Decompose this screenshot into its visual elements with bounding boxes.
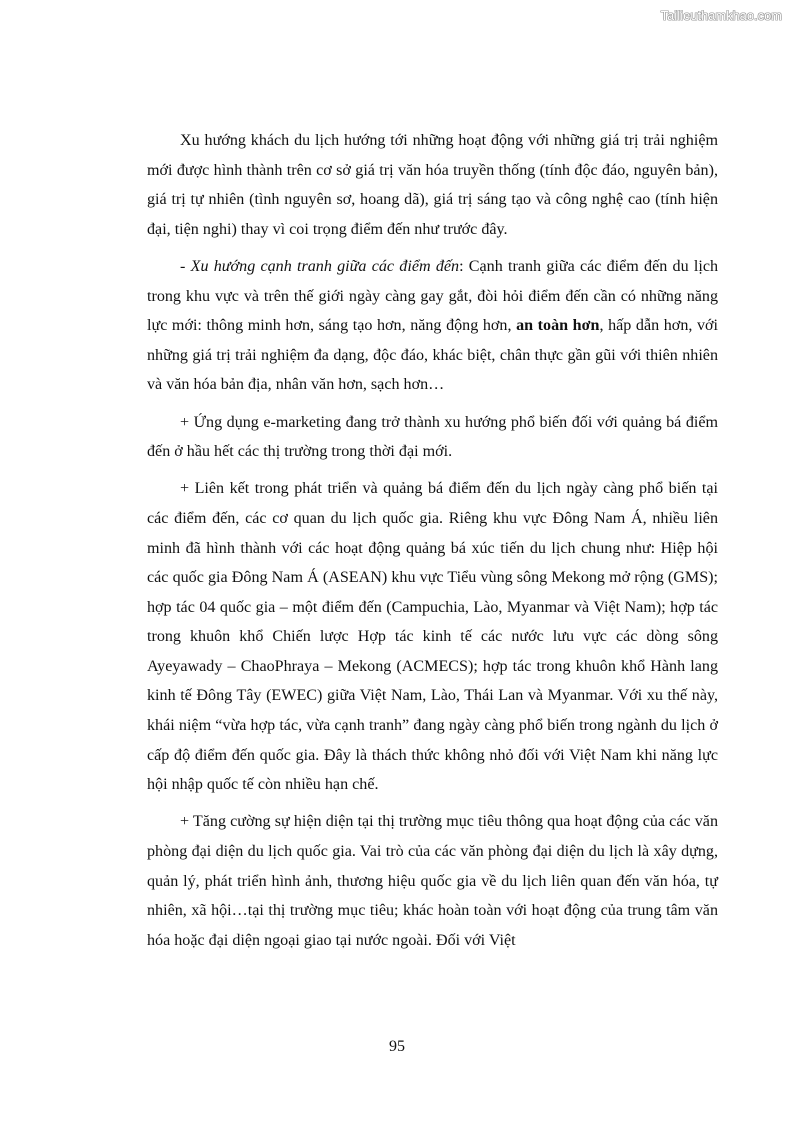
paragraph-destination-competition (147, 252, 718, 400)
page-number: 95 (389, 1038, 405, 1055)
emphasis-safer: an toàn hơn (516, 317, 600, 335)
section-heading-competition: Xu hướng cạnh tranh giữa các điểm đến (190, 257, 460, 275)
paragraph-representative-offices: + Tăng cường sự hiện diện tại thị trường mục tiêu thông qua hoạt động của các văn phòng đại diện du lịch quốc gia. Vai trò của các văn phòng đại diện du lịch là xây dựng, quản lý, phát triển hình ảnh, thương hiệu quốc gia về du lịch liên quan đến văn hóa, tự nhiên, xã hội…tại thị trường mục tiêu; khác hoàn toàn với hoạt động của trung tâm văn hóa hoặc đại diện ngoại giao tại nước ngoài. Đối với Việt (147, 813, 718, 949)
competition-text-b: , hấp dẫn hơn, với những giá trị trải nghiệm đa dạng, độc đáo, khác biệt, chân thực gần gũi với thiên nhiên và văn hóa bản địa, nhân văn hơn, sạch hơn… (147, 317, 719, 394)
document-body (147, 126, 718, 963)
paragraph-tourist-trend: Xu hướng khách du lịch hướng tới những hoạt động với những giá trị trải nghiệm mới được hình thành trên cơ sở giá trị văn hóa truyền thống (tính độc đáo, nguyên bản), giá trị tự nhiên (tình nguyên sơ, hoang dã), giá trị sáng tạo và công nghệ cao (tính hiện đại, tiện nghi) thay vì coi trọng điểm đến như trước đây. (147, 132, 718, 238)
paragraph-linkage: + Liên kết trong phát triển và quảng bá điểm đến du lịch ngày càng phổ biến tại các điểm đến, các cơ quan du lịch quốc gia. Riêng khu vực Đông Nam Á, nhiều liên minh đã hình thành với các hoạt động quảng bá xúc tiến du lịch chung như: Hiệp hội các quốc gia Đông Nam Á (ASEAN) khu vực Tiểu vùng sông Mekong mở rộng (GMS); hợp tác 04 quốc gia – một điểm đến (Campuchia, Lào, Myanmar và Việt Nam); hợp tác trong khuôn khổ Chiến lược Hợp tác kinh tế các nước lưu vực các dòng sông Ayeyawady – ChaoPhraya – Mekong (ACMECS); hợp tác trong khuôn khổ Hành lang kinh tế Đông Tây (EWEC) giữa Việt Nam, Lào, Thái Lan và Myanmar. Với xu thế này, khái niệm “vừa hợp tác, vừa cạnh tranh” đang ngày càng phổ biến trong ngành du lịch ở cấp độ điểm đến quốc gia. Đây là thách thức không nhỏ đối với Việt Nam khi năng lực hội nhập quốc tế còn nhiều hạn chế. (147, 480, 718, 794)
competition-text-a: : Cạnh tranh giữa các điểm đến du lịch trong khu vực và trên thế giới ngày càng gay gắt, đòi hỏi điểm đến cần có những năng lực mới: thông minh hơn, sáng tạo hơn, năng động hơn, (147, 257, 719, 335)
list-dash: - (180, 257, 191, 275)
paragraph-e-marketing: + Ứng dụng e-marketing đang trở thành xu hướng phổ biến đối với quảng bá điểm đến ở hầu hết các thị trường trong thời đại mới. (147, 413, 718, 461)
watermark-text: Tailieuthamkhao.com (660, 9, 782, 23)
